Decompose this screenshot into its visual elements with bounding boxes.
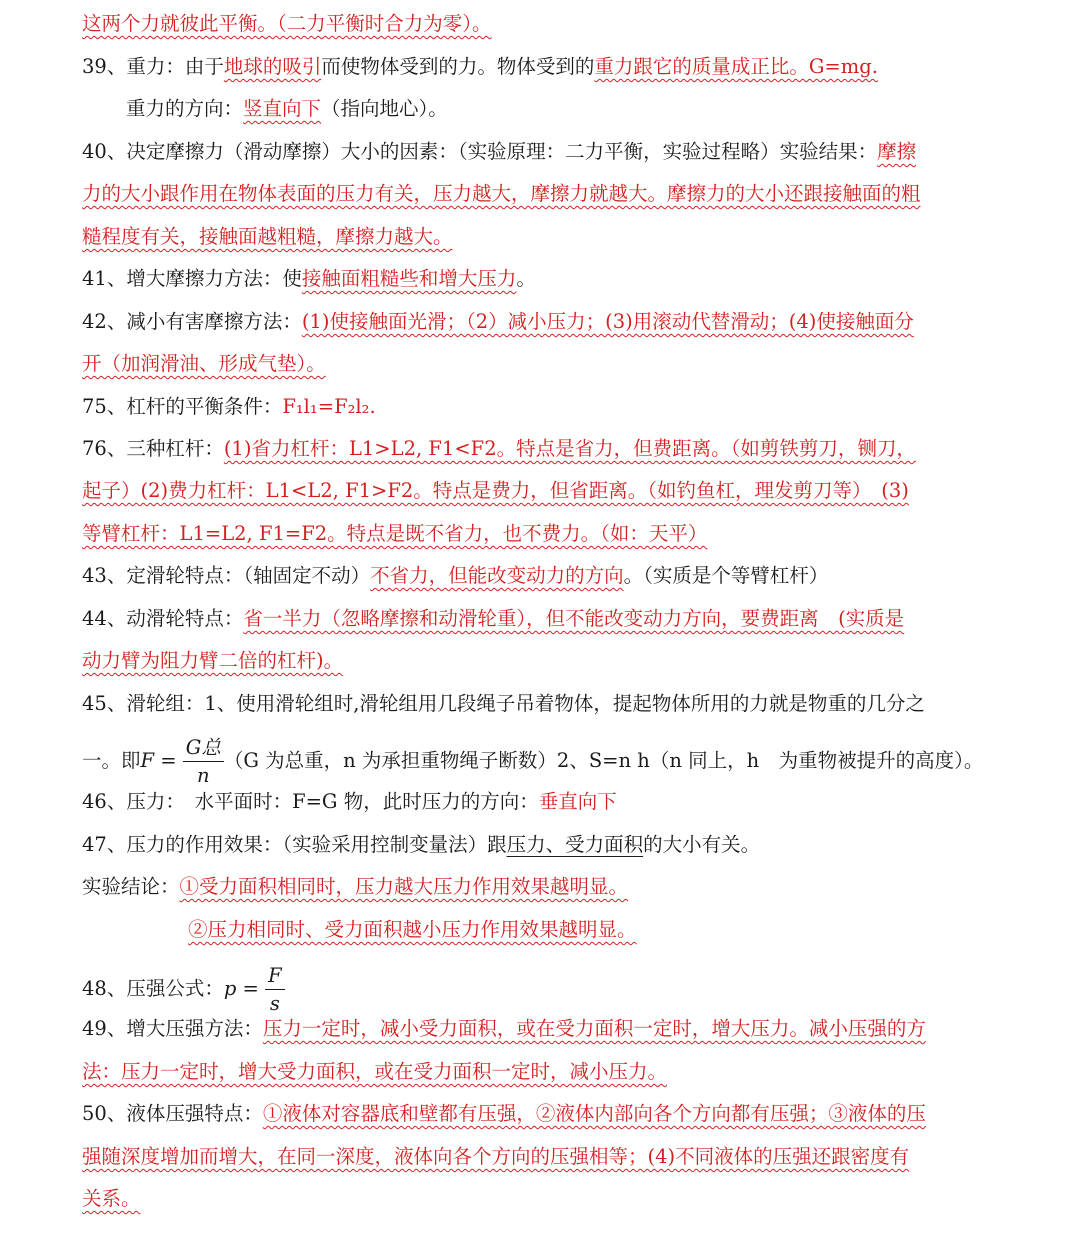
fraction-numerator: G总 <box>183 738 224 762</box>
highlighted-answer-text: 等臂杠杆：L1=L2, F1=F2。特点是既不省力，也不费力。（如：天平） <box>82 522 708 545</box>
text-line <box>82 690 925 718</box>
text-line <box>82 435 916 463</box>
fraction-denominator: s <box>269 991 280 1015</box>
text-line <box>82 180 921 208</box>
body-text: 一。即 <box>82 749 141 772</box>
highlighted-answer-text: 开（加润滑油、形成气垫）。 <box>82 352 326 375</box>
text-line <box>82 1185 141 1213</box>
body-text: 45、滑轮组：1、使用滑轮组时,滑轮组用几段绳子吊着物体，提起物体所用的力就是物重的几分之 <box>82 692 925 715</box>
formula-fraction <box>265 966 285 1013</box>
text-line <box>82 831 760 859</box>
text-line <box>82 1143 909 1171</box>
body-text: 实验结论： <box>82 875 180 898</box>
body-text: 47、压力的作用效果：（实验采用控制变量法）跟 <box>82 833 507 856</box>
body-text: 50、液体压强特点： <box>82 1102 263 1125</box>
body-text: 40、决定摩擦力（滑动摩擦）大小的因素：（实验原理：二力平衡，实验过程略）实验结果： <box>82 140 878 163</box>
text-line <box>82 350 326 378</box>
text-line <box>82 138 916 166</box>
underlined-text: 压力、受力面积 <box>506 833 644 856</box>
highlighted-answer-text: (1)使接触面光滑；（2）减小压力；(3)用滚动代替滑动；(4)使接触面分 <box>301 310 914 333</box>
body-text: （指向地心）。 <box>321 97 448 120</box>
text-line <box>82 647 343 675</box>
highlighted-answer-text: 强随深度增加而增大，在同一深度，液体向各个方向的压强相等；(4)不同液体的压强还跟密度有 <box>82 1145 910 1168</box>
text-line <box>82 53 878 81</box>
highlighted-answer-text: 力的大小跟作用在物体表面的压力有关，压力越大，摩擦力就越大。摩擦力的大小还跟接触面的粗 <box>82 182 921 205</box>
body-text: 46、压力： 水平面时：F=G 物，此时压力的方向： <box>82 790 539 813</box>
text-line <box>188 916 637 944</box>
text-line <box>82 10 492 38</box>
body-text: 75、杠杆的平衡条件： <box>82 395 283 418</box>
text-line <box>82 477 909 505</box>
highlighted-answer-text: 这两个力就彼此平衡。（二力平衡时合力为零）。 <box>82 12 492 35</box>
text-line <box>82 736 984 787</box>
highlighted-answer-text: 竖直向下 <box>243 97 322 120</box>
formula-symbol: p <box>223 977 237 1000</box>
fraction-denominator: n <box>197 763 210 787</box>
highlighted-answer-text: 关系。 <box>82 1187 141 1210</box>
body-text: = <box>236 977 266 1000</box>
text-line <box>82 1058 667 1086</box>
body-text: 而使物体受到的力。物体受到的 <box>321 55 595 78</box>
highlighted-answer-text: ①液体对容器底和壁都有压强，②液体内部向各个方向都有压强；③液体的压 <box>262 1102 926 1125</box>
formula-fraction <box>183 738 224 785</box>
highlighted-answer-text: 重力跟它的质量成正比。G=mg. <box>594 55 878 78</box>
text-line <box>82 520 707 548</box>
highlighted-answer-text: 糙程度有关，接触面越粗糙，摩擦力越大。 <box>82 225 453 248</box>
highlighted-answer-text: 法：压力一定时，增大受力面积，或在受力面积一定时，减小压力。 <box>82 1060 668 1083</box>
highlighted-answer-text: ②压力相同时、受力面积越小压力作用效果越明显。 <box>188 918 637 941</box>
body-text: 。 <box>516 267 536 290</box>
text-line <box>82 1015 926 1043</box>
text-line <box>82 964 285 1015</box>
text-line <box>82 393 376 421</box>
body-text: 41、增大摩擦力方法：使 <box>82 267 302 290</box>
highlighted-answer-text: 地球的吸引 <box>223 55 322 78</box>
body-text: （G 为总重，n 为承担重物绳子断数）2、S=n h（n 同上，h 为重物被提升的高度）。 <box>223 749 984 772</box>
highlighted-answer-text: 动力臂为阻力臂二倍的杠杆)。 <box>82 649 344 672</box>
text-line <box>82 265 536 293</box>
body-text: = <box>154 749 183 772</box>
body-text: 48、压强公式： <box>82 977 224 1000</box>
body-text: 44、动滑轮特点： <box>82 607 244 630</box>
highlighted-answer-text: ①受力面积相同时，压力越大压力作用效果越明显。 <box>179 875 629 898</box>
fraction-numerator: F <box>265 966 285 990</box>
body-text: 39、重力：由于 <box>82 55 224 78</box>
highlighted-answer-text: 不省力，但能改变动力的方向 <box>370 564 624 587</box>
text-line <box>82 873 628 901</box>
body-text: 重力的方向： <box>126 97 244 120</box>
body-text: 49、增大压强方法： <box>82 1017 263 1040</box>
text-line <box>82 788 617 816</box>
highlighted-answer-text: 压力一定时，减小受力面积，或在受力面积一定时，增大压力。减小压强的方 <box>262 1017 926 1040</box>
highlighted-answer-text: (1)省力杠杆：L1>L2, F1<F2。特点是省力，但费距离。（如剪铁剪刀，铡刀， <box>223 437 916 460</box>
text-line <box>82 562 828 590</box>
text-line <box>82 308 914 336</box>
highlighted-answer-text: 接触面粗糙些和增大压力 <box>301 267 517 290</box>
highlighted-answer-text: 起子）(2)费力杠杆：L1<L2, F1>F2。特点是费力，但省距离。（如钓鱼杠，理发剪刀等） (3) <box>82 479 909 502</box>
text-line <box>82 1100 926 1128</box>
answer-text: F₁l₁=F₂l₂. <box>282 395 376 418</box>
text-line <box>82 605 904 633</box>
text-line <box>82 223 453 251</box>
body-text: 43、定滑轮特点：（轴固定不动） <box>82 564 371 587</box>
text-line <box>126 95 448 123</box>
body-text: 42、减小有害摩擦方法： <box>82 310 302 333</box>
highlighted-answer-text: 摩擦 <box>877 140 917 163</box>
formula-symbol: F <box>140 749 155 772</box>
highlighted-answer-text: 省一半力（忽略摩擦和动滑轮重），但不能改变动力方向，要费距离 (实质是 <box>243 607 905 630</box>
body-text: 的大小有关。 <box>643 833 761 856</box>
body-text: 。（实质是个等臂杠杆） <box>623 564 829 587</box>
body-text: 76、三种杠杆： <box>82 437 224 460</box>
answer-text: 垂直向下 <box>538 790 617 813</box>
